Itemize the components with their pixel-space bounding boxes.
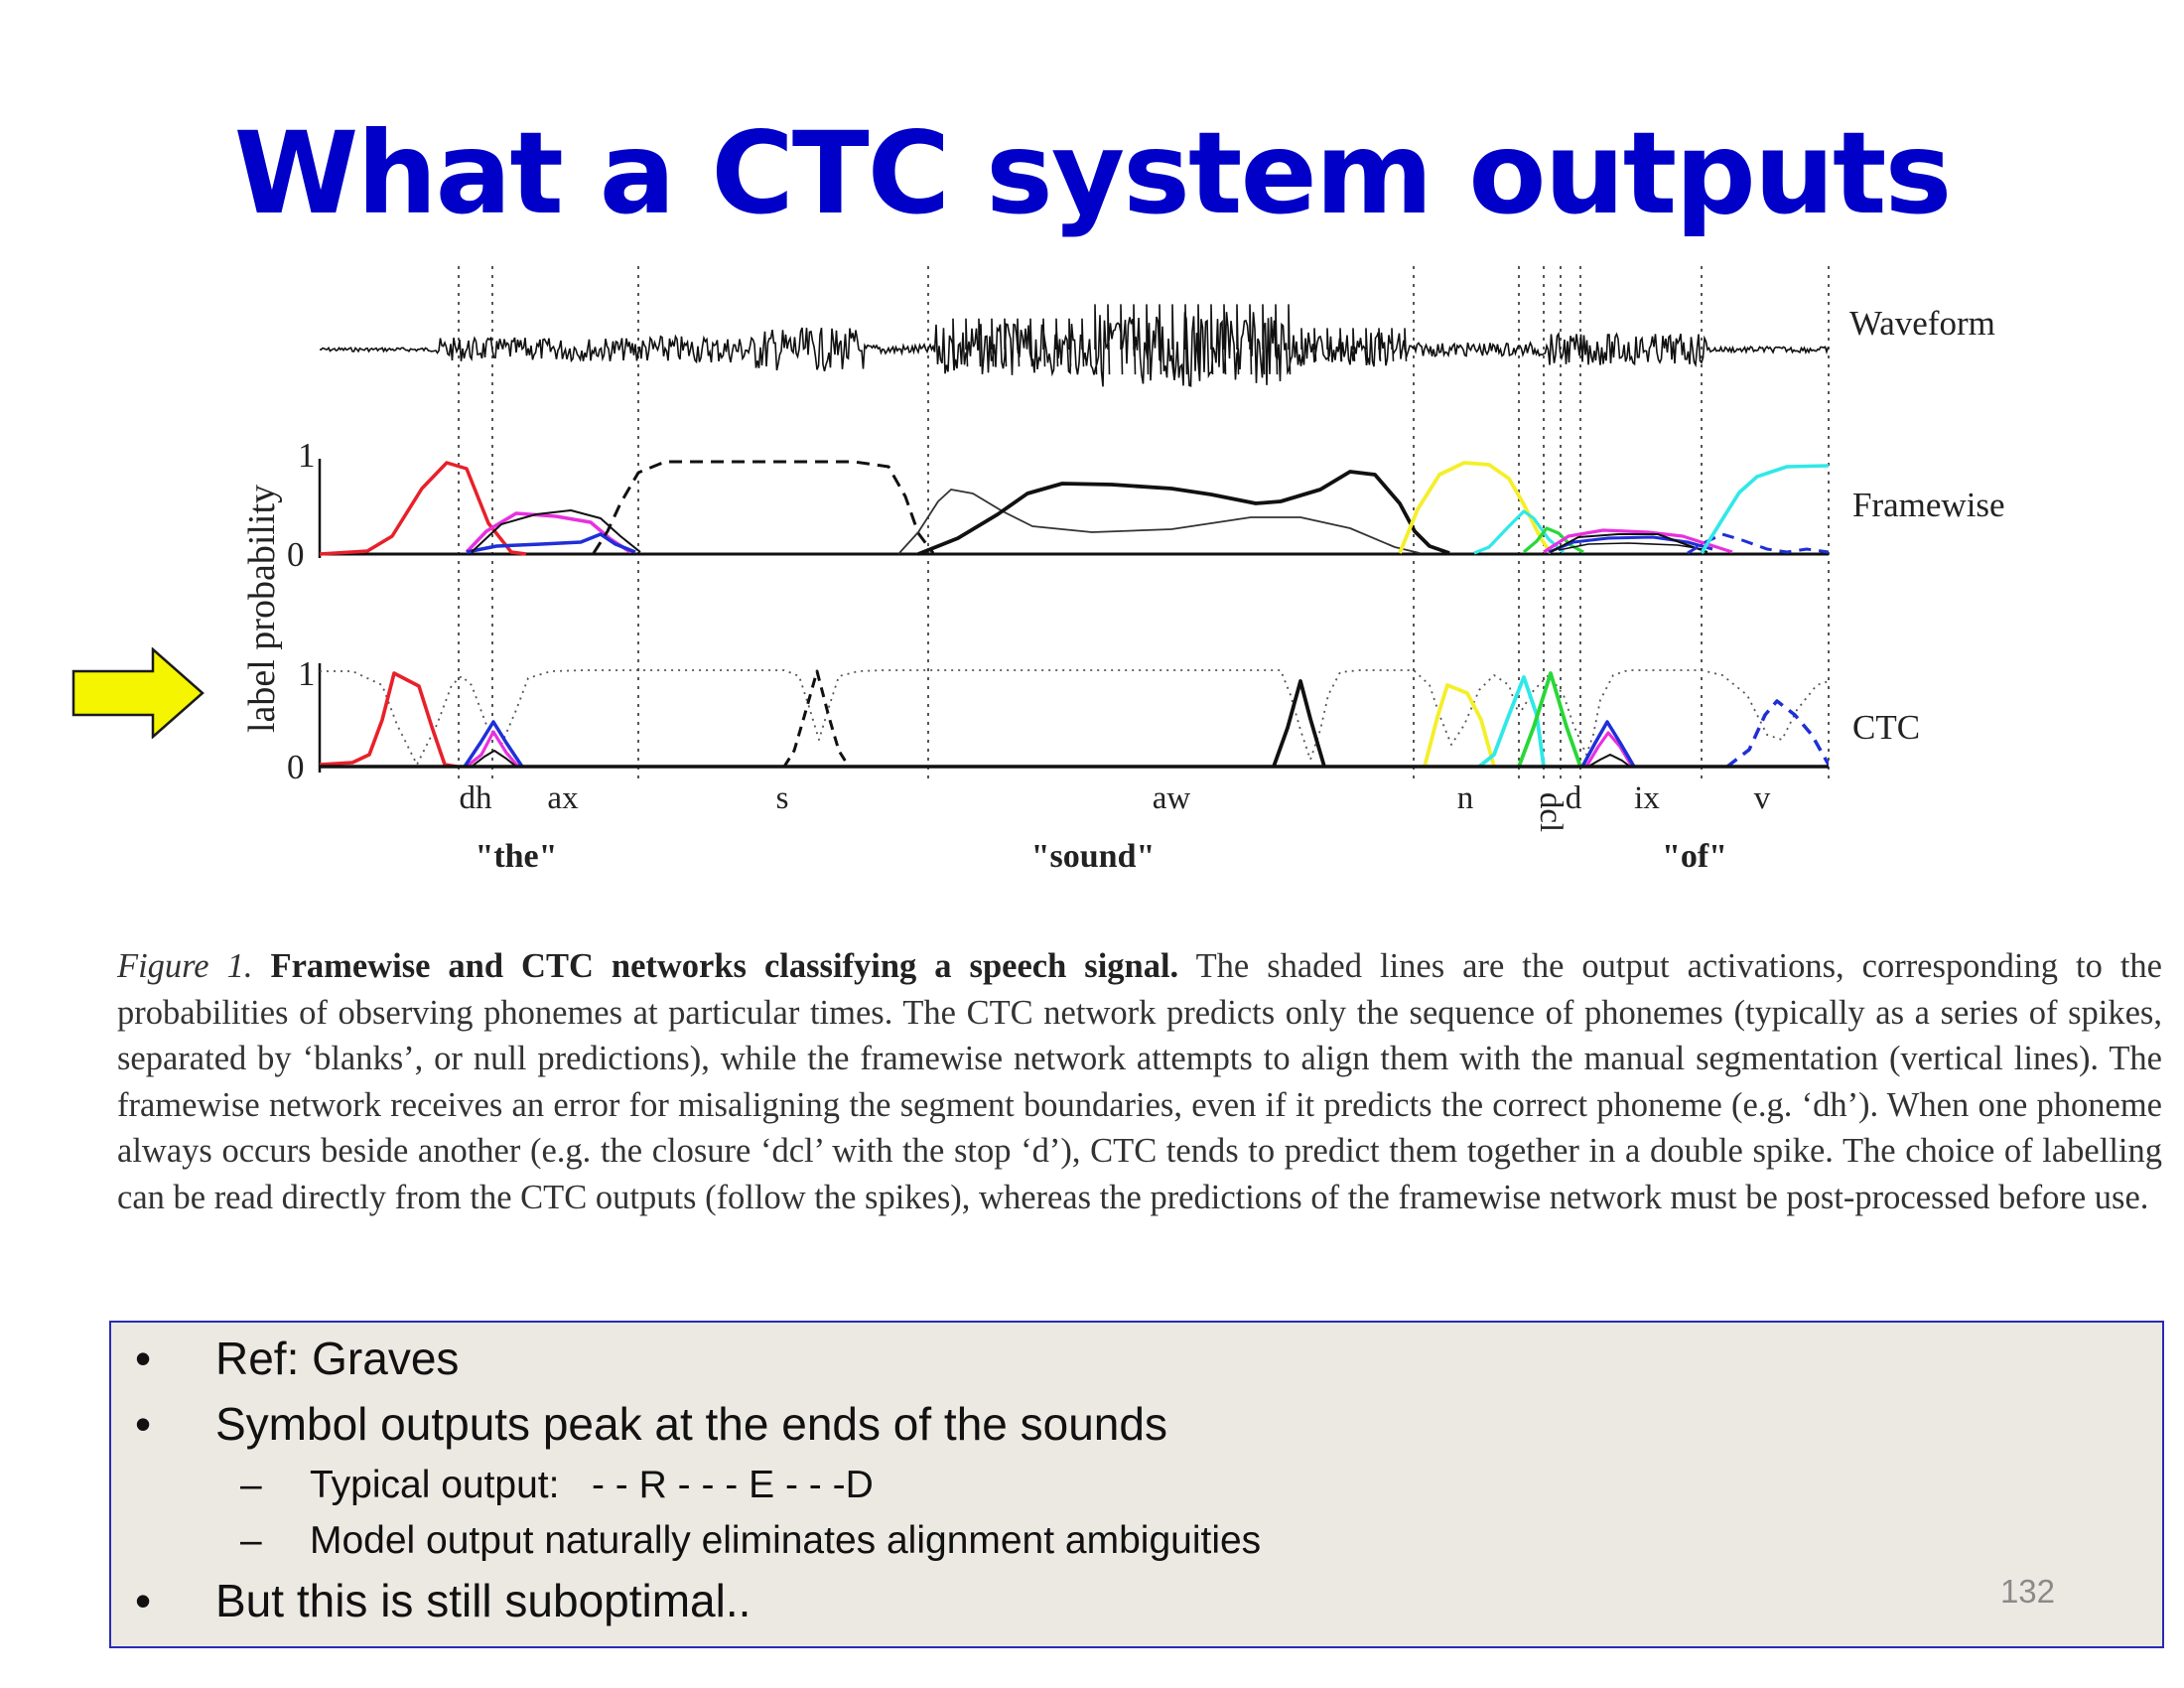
ctc-spike-aw: [1274, 681, 1324, 767]
framewise-tick-one: 1: [298, 436, 316, 475]
ctc-spike-v: [1727, 701, 1829, 767]
bullet-text: But this is still suboptimal..: [215, 1575, 751, 1626]
framewise-curve-s: [594, 462, 933, 553]
ctc-label: CTC: [1852, 708, 1921, 747]
ctc-tick-one: 1: [298, 654, 316, 693]
slide-number: 132: [1999, 1573, 2055, 1610]
figure-caption: [117, 943, 2162, 1220]
waveform-label: Waveform: [1849, 304, 1995, 343]
ctc-blank-curve: [320, 670, 1829, 765]
framewise-curve-gray: [898, 490, 1420, 554]
phoneme-label: v: [1753, 780, 1771, 816]
notes-box: [109, 1321, 2164, 1648]
bullet-dot: •: [135, 1575, 152, 1626]
y-axis-label: label probability: [241, 484, 283, 734]
caption-body: The shaded lines are the output activations, corresponding to the probabilities of observing phonemes at particular times. The CTC network predicts only the sequence of phonemes (typically as a series of spikes, separated by ‘blanks’, or null predictions), while the framewise network attempts to align them with the manual segmentation (vertical lines). The framewise network receives an error for misaligning the segment boundaries, even if it predicts the correct phoneme (e.g. ‘dh’). When one phoneme always occurs beside another (e.g. the closure ‘dcl’ with the stop ‘d’), CTC tends to predict them together in a double spike. The choice of labelling can be read directly from the CTC outputs (follow the spikes), whereas the predictions of the framewise network must be post-processed before use.: [117, 947, 2162, 1216]
phoneme-label: n: [1456, 780, 1474, 816]
phoneme-label: ix: [1634, 780, 1660, 816]
word-label: "of": [1661, 838, 1728, 875]
sub-bullet-dash: –: [240, 1464, 262, 1506]
sub-bullet-item: [111, 1517, 2162, 1573]
caption-title: Framewise and CTC networks classifying a speech signal.: [270, 947, 1179, 985]
framewise-tick-zero: 0: [287, 535, 305, 574]
phoneme-label: s: [775, 780, 789, 816]
framewise-label: Framewise: [1852, 486, 2005, 524]
framewise-curve-cyan-v: [1702, 466, 1829, 553]
framewise-curve-red: [320, 463, 526, 554]
ctc-spike-s: [784, 671, 849, 767]
framewise-plot: [320, 459, 1829, 558]
phoneme-label: dh: [459, 780, 492, 816]
bullet-item: [111, 1396, 2162, 1462]
bullet-text: Symbol outputs peak at the ends of the sounds: [215, 1398, 1167, 1450]
waveform-trace: [320, 304, 1829, 386]
bullet-item: [111, 1573, 2162, 1638]
bullet-dot: •: [135, 1398, 152, 1450]
ctc-figure: [0, 258, 2184, 894]
sub-bullet-text: Typical output: - - R - - - E - - -D: [310, 1464, 874, 1506]
ctc-tick-zero: 0: [287, 748, 305, 786]
caption-figure-label: Figure 1.: [117, 947, 253, 985]
phoneme-label: dcl: [1533, 791, 1569, 833]
sub-bullet-text: Model output naturally eliminates alignment ambiguities: [310, 1519, 1262, 1562]
framewise-curve-aw: [918, 472, 1449, 554]
bullet-text: Ref: Graves: [215, 1333, 460, 1384]
segment-boundaries: [459, 266, 1829, 784]
word-label: "sound": [1030, 838, 1156, 875]
ctc-spike-red: [320, 673, 457, 767]
phoneme-label: ax: [547, 780, 579, 816]
phoneme-label: d: [1565, 780, 1582, 816]
bullet-dot: •: [135, 1333, 152, 1384]
slide-title: What a CTC system outputs: [233, 107, 1951, 239]
word-label: "the": [475, 838, 558, 875]
bullet-item: [111, 1331, 2162, 1396]
sub-bullet-dash: –: [240, 1519, 262, 1562]
ctc-spike-ix-black: [1588, 755, 1630, 767]
ctc-spike-yellow: [1425, 685, 1494, 767]
sub-bullet-item: [111, 1462, 2162, 1517]
phoneme-label: aw: [1152, 780, 1191, 816]
ctc-plot: [320, 663, 1829, 773]
